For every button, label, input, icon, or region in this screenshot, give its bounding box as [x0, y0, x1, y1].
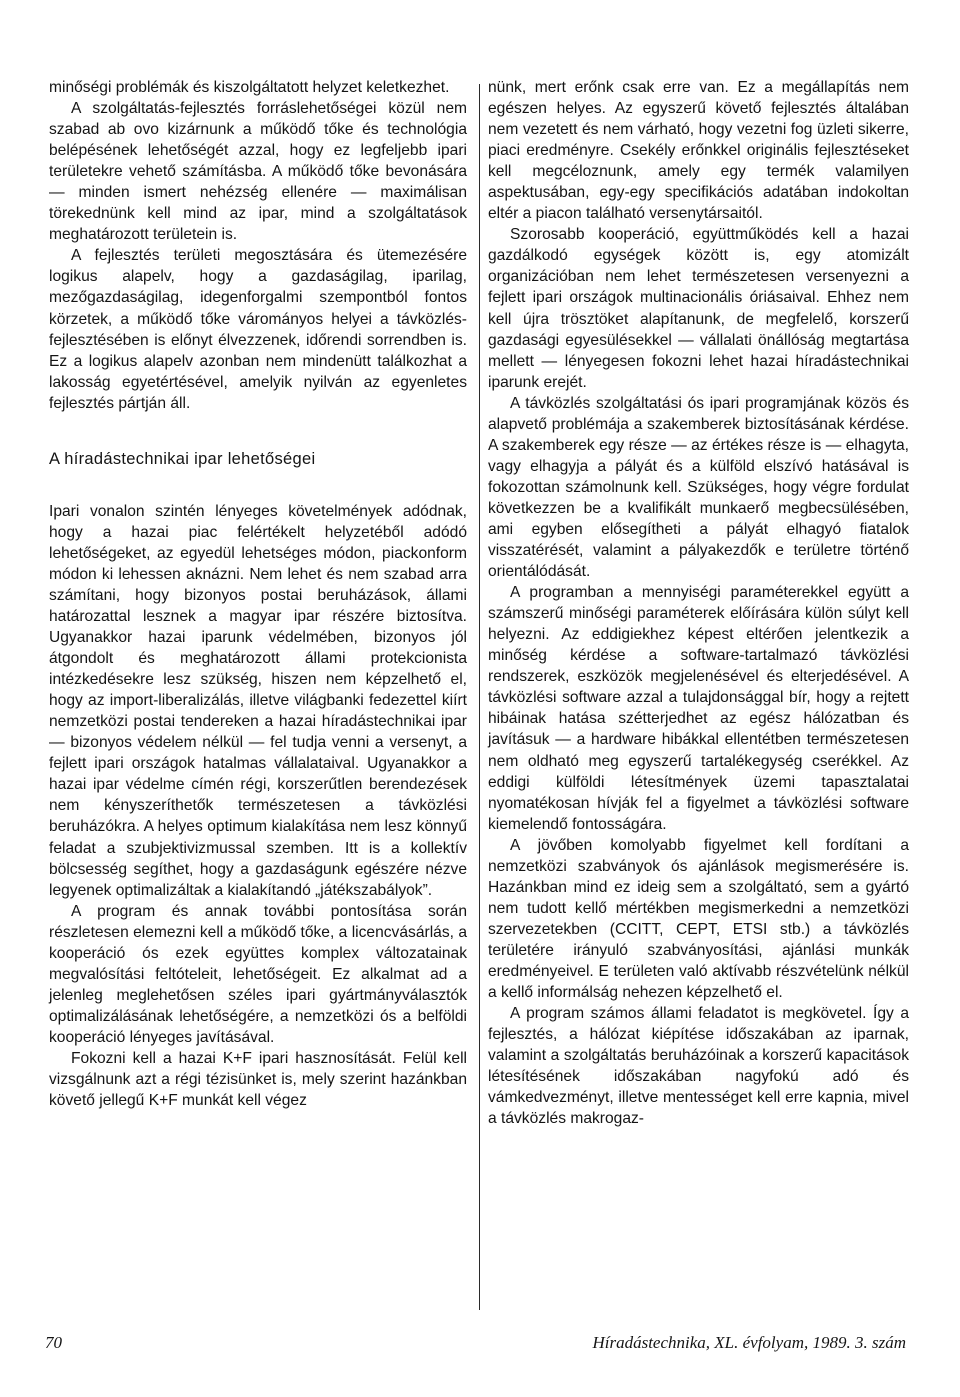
paragraph: A fejlesztés területi megosztására és ütemezésére logikus alapelv, hogy a gazdaságilag, iparilag, mezőgazdaságilag, idegenforgalmi szempontból fontos körzetek, a működő tőke várományos helyei a távközlés-fejlesztésében is előnyt élvezzenek, időrendi sorrendben is. Ez a logikus alapelv azonban nem mindenütt találkozhat a lakosság egyetértésével, amelyik nyilván az egyenletes fejlesztés pártján áll. [49, 247, 467, 412]
paragraph: A szolgáltatás-fejlesztés forráslehetőségei közül nem szabad ab ovo kizárnunk a működő tőke és technológia belépésének lehetőségét azzal, hogy ez legfeljebb ipari területekre vehető számításba. A működő tőke bevonására — minden ismert nehézség ellenére — maximálisan törekednünk kell mind az ipar, mind a szolgáltatások meghatározott területein is. [49, 100, 467, 244]
paragraph: A program számos állami feladatot is megkövetel. Így a fejlesztés, a hálózat kiépítése időszakában az iparnak, valamint a szolgáltatás beruházóinak a korszerű kapacitások létesítésének időszakában nagyfokú adó és vámkedvezményt, illetve mentességet kell erre kapnia, mivel a távközlés makrogaz- [488, 1005, 909, 1128]
paragraph: nünk, mert erőnk csak erre van. Ez a megállapítás nem egészen helyes. Az egyszerű követő fejlesztés általában nem vezetett és nem várható, hogy vezetni fog üzleti sikerre, piaci eredményre. Csekély erőnkkel originális fejlesztéseket kell megcéloznunk, amely egy termék valamilyen aspektusában, egy-egy specifikációs adatában indokoltan eltér a piacon található versenytársaitól. [488, 79, 909, 223]
paragraph: minőségi problémák és kiszolgáltatott helyzet keletkezhet. [49, 79, 450, 96]
journal-reference: Híradástechnika, XL. évfolyam, 1989. 3. szám [592, 1333, 906, 1352]
column-divider [479, 84, 480, 1310]
paragraph: A program és annak további pontosítása során részletesen elemezni kell a működő tőke, a licencvásárlás, a kooperáció ós ezek együttes komplex változatainak megvalósítási feltóteleit, lehetőségeit. Ez alkalmat ad a jelenleg meglehetősen széles ipari gyártmányválasztók optimalizálásának lehetőségére, a nemzetközi ós a belföldi kooperáció lényeges javításával. [49, 902, 467, 1046]
paragraph: A programban a mennyiségi paraméterekkel együtt a számszerű minőségi paraméterek előírására külön súlyt kell helyezni. Az eddigiekhez képest eltérően jelentkezik a minőség kérdése a software-tartalmazó távközlési rendszerek, eszközök megjelenésével és elterjedésével. A távközlési software azzal a tulajdonsággal bír, hogy a rejtett hibáinak hatása szétterjedhet az egész hálózatban és javításuk — a hardware hibákkal ellentétben természetesen nem oldható meg egyszerű tartalékegység cserékkel. Az eddigi külföldi létesítmények üzemi tapasztalatai nyomatékosan hívják fel a figyelmet a távközlési software kiemelendő fontosságára. [488, 584, 909, 833]
paragraph: A jövőben komolyabb figyelmet kell fordítani a nemzetközi szabványok ós ajánlások megismerésére is. Hazánkban mind ez ideig sem a szolgáltató, sem a gyártó nem tudott kellő mértékben megismerkedni a nemzetközi szervezetekben (CCITT, CEPT, ETSI stb.) a távközlés területére irányuló szabványosítási, ajánlási munkák eredményeivel. E területen való aktívabb részvételünk nélkül a kellő informálság nehezen képzelhető el. [488, 836, 909, 1002]
section-heading: A híradástechnikai ipar lehetőségei [49, 449, 316, 468]
right-column [488, 77, 909, 1129]
paragraph: Szorosabb kooperáció, együttműködés kell a hazai gazdálkodó egységek között is, egy atomizált organizációban nem lehet természetesen versenyezni a fejlett ipari országok multinacionális óriásaival. Ehhez nem kell újra trösztöket alapítanunk, de megfelelő, korszerű gazdasági egyesülésekkel — vállalati önállóság megtartása mellett — lényegesen fokozni lehet hazai híradástechnikai iparunk erejét. [488, 226, 909, 391]
page-number: 70 [45, 1333, 62, 1352]
paragraph: Ipari vonalon szintén lényeges követelmények adódnak, hogy a hazai piac felértékelt helyzetéből adódó lehetőségeket, az egyedül lehetséges módon, piackonform módon ki lehessen aknázni. Nem lehet és nem szabad arra számítani, hogy bizonyos postai beruházások, állami határozattal lesznek a magyar ipar részére biztosítva. Ugyanakkor hazai iparunk védelmében, bizonyos jól átgondolt és meghatározott állami protekcionista intézkedésekre lesz szükség, hiszen nem képzelhető el, hogy az import-liberalizálás, illetve világbanki fedezettel kiírt nemzetközi postai tendereken a hazai híradástechnikai ipar — bizonyos védelem nélkül — fel tudja venni a versenyt, a fejlett ipari országok hatalmas vállalataival. Ugyanakkor a hazai ipar védelme címén régi, korszerűtlen berendezések nem kényszeríthetők természetesen a távközlési beruházókra. A helyes optimum kialakítása nem lesz könnyű feladat a szubjektivizmussal szemben. Itt is a kollektív bölcsesség segíthet, hogy a gazdaságunk egészére nézve legyenek optimalizáltak a kialakítandó „játékszabályok”. [49, 502, 467, 899]
left-column [49, 77, 467, 1111]
paragraph: A távközlés szolgáltatási ós ipari programjának közös és alapvető problémája a szakemberek biztosításának kérdése. A szakemberek egy része — az értékes része is — elhagyta, vagy elhagyja a pályát és a külföld elszívó hatásával is fokozottan számolnunk kell. Szükséges, hogy végre fordulat következzen be a kvalifikált munkaerő megbecsülésében, ami egyben elősegítheti a pályát elhagyó fiatalok visszatérését, valamint a pályakezdők e területre történő orientálódását. [488, 394, 909, 581]
paragraph: Fokozni kell a hazai K+F ipari hasznosítását. Felül kell vizsgálnunk azt a régi tézisünket is, mely szerint hazánkban követő jellegű K+F munkát kell végez [49, 1049, 467, 1110]
